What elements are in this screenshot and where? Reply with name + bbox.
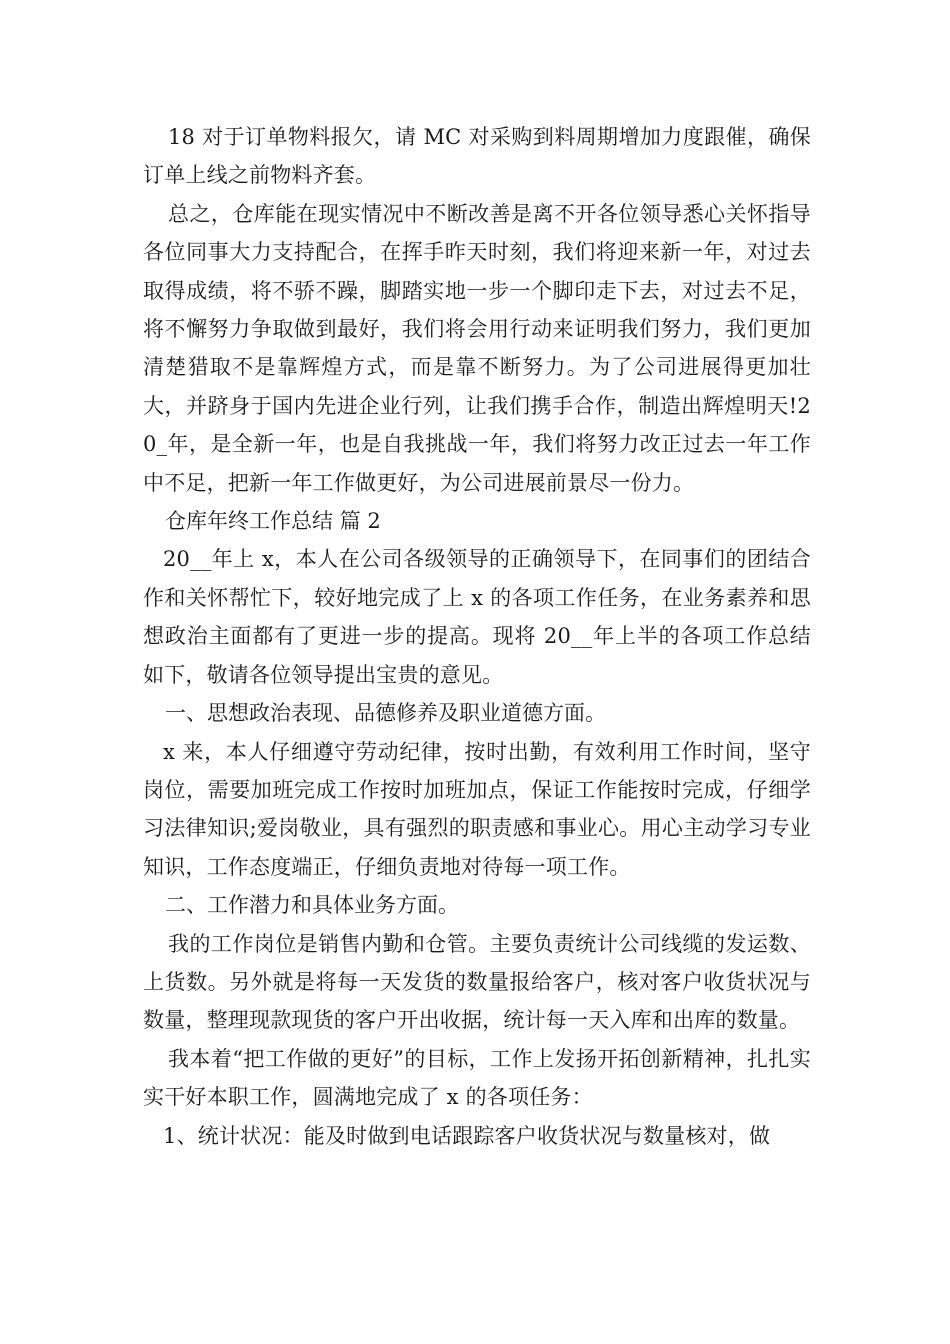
- paragraph-political: x 来，本人仔细遵守劳动纪律，按时出勤，有效利用工作时间，坚守岗位，需要加班完成工作按时加班加点，保证工作能按时完成，仔细学习法律知识;爱岗敬业，具有强烈的职责感和事业心。用心主动学习专业知识，工作态度端正，仔细负责地对待每一项工作。: [143, 739, 811, 879]
- subheading-work-ability: 二、工作潜力和具体业务方面。: [165, 893, 459, 918]
- document-body: [143, 118, 811, 1155]
- section-title-part-2: 仓库年终工作总结 篇 2: [165, 509, 381, 534]
- paragraph-item-1: 1、统计状况：能及时做到电话跟踪客户收货状况与数量核对，做: [163, 1123, 771, 1148]
- paragraph-item-18: 18 对于订单物料报欠，请 MC 对采购到料周期增加力度跟催，确保订单上线之前物料齐套。: [143, 125, 811, 188]
- paragraph-job-duties: 我的工作岗位是销售内勤和仓管。主要负责统计公司线缆的发运数、上货数。另外就是将每一天发货的数量报给客户，核对客户收货状况与数量，整理现款现货的客户开出收据，统计每一天入库和出库的数量。: [143, 931, 811, 1033]
- paragraph-intro: 20__年上 x，本人在公司各级领导的正确领导下，在同事们的团结合作和关怀帮忙下，较好地完成了上 x 的各项工作任务，在业务素养和思想政治主面都有了更进一步的提高。现将 20__年上半的各项工作总结如下，敬请各位领导提出宝贵的意见。: [143, 547, 811, 687]
- subheading-political: 一、思想政治表现、品德修养及职业道德方面。: [165, 701, 606, 726]
- paragraph-goal: 我本着“把工作做的更好”的目标，工作上发扬开拓创新精神，扎扎实实干好本职工作，圆满地完成了 x 的各项任务：: [143, 1046, 811, 1110]
- paragraph-summary: 总之，仓库能在现实情况中不断改善是离不开各位领导悉心关怀指导各位同事大力支持配合，在挥手昨天时刻，我们将迎来新一年，对过去取得成绩，将不骄不躁，脚踏实地一步一个脚印走下去，对过去不足，将不懈努力争取做到最好，我们将会用行动来证明我们努力，我们更加清楚猎取不是靠辉煌方式，而是靠不断努力。为了公司进展得更加壮大，并跻身于国内先进企业行列，让我们携手合作，制造出辉煌明天!20_年，是全新一年，也是自我挑战一年，我们将努力改正过去一年工作中不足，把新一年工作做更好，为公司进展前景尽一份力。: [143, 201, 811, 495]
